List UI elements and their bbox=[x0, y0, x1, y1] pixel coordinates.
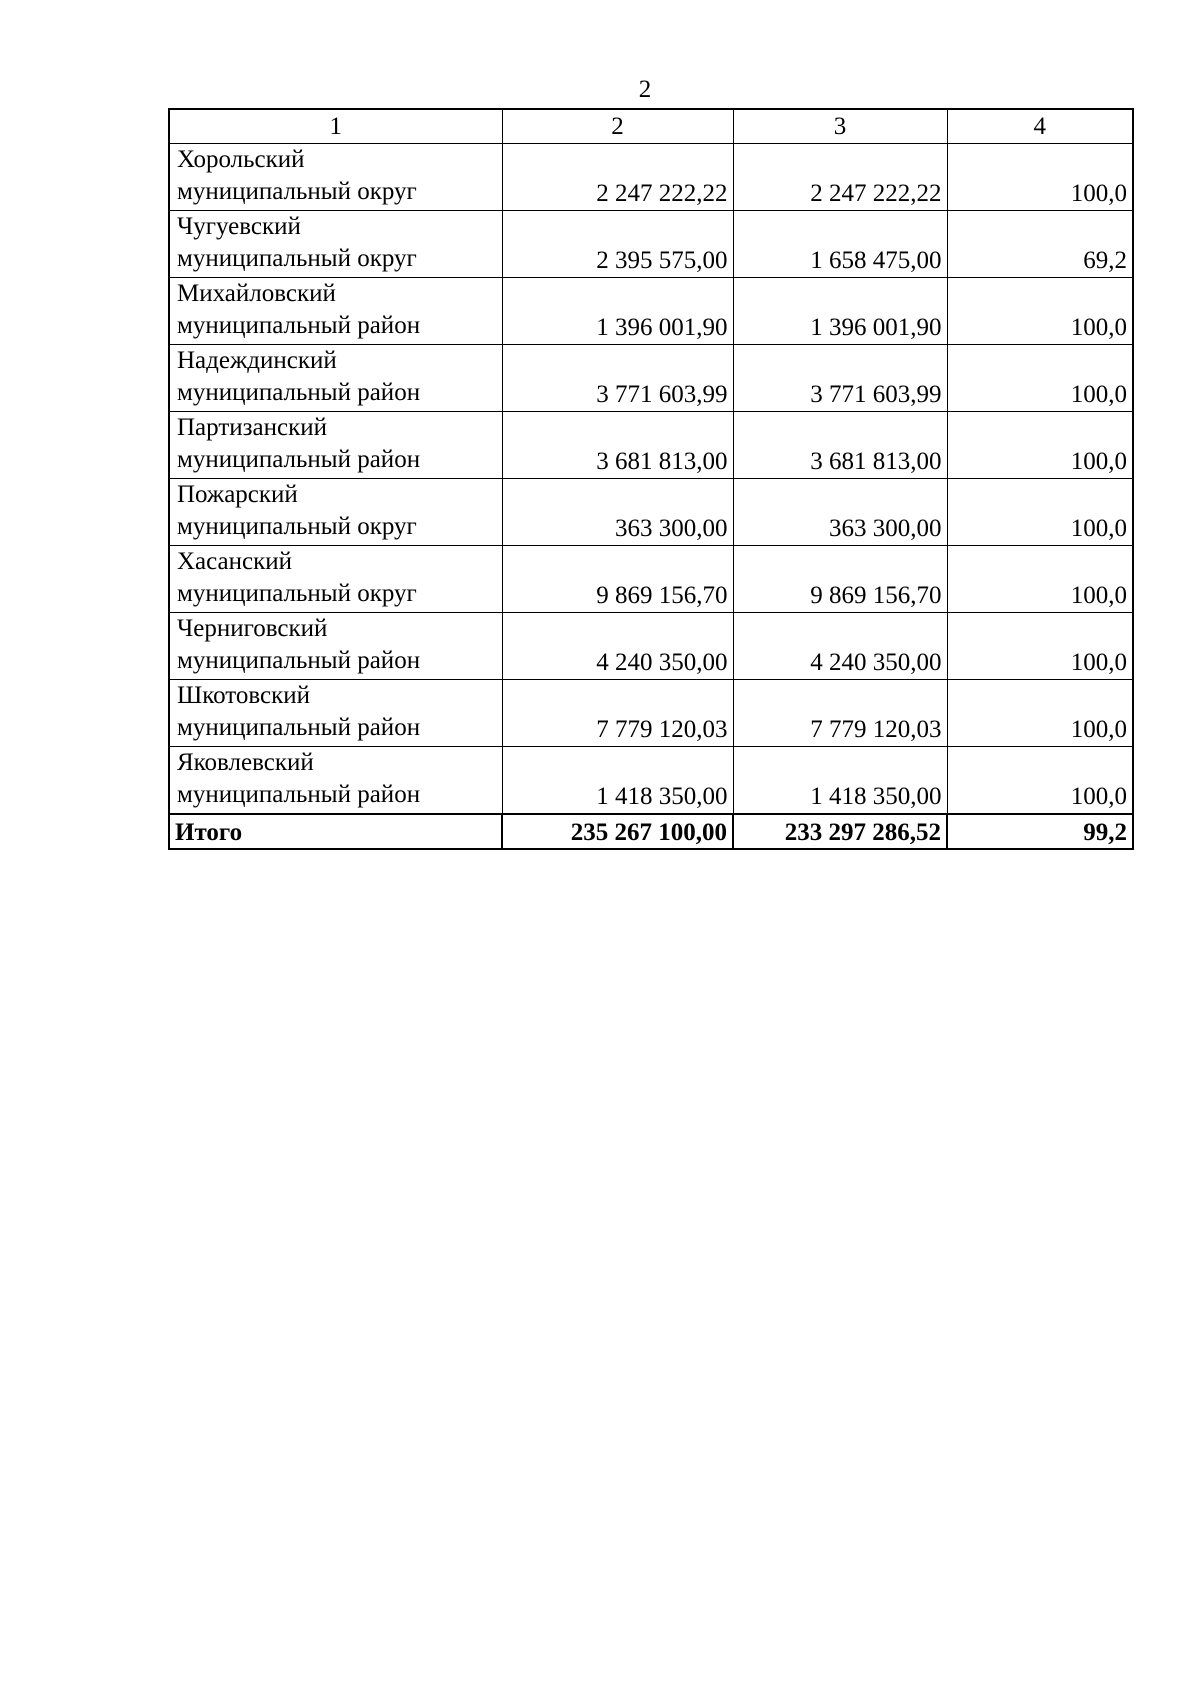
planned-amount-cell: 2 247 222,22 bbox=[502, 144, 733, 211]
municipality-type: муниципальный район bbox=[177, 312, 421, 339]
table-row bbox=[169, 747, 1133, 815]
table-total-row bbox=[169, 814, 1133, 849]
table-row bbox=[169, 479, 1133, 546]
percent-cell: 100,0 bbox=[947, 144, 1133, 211]
municipality-name: Михайловский bbox=[177, 280, 336, 307]
actual-amount-cell: 1 658 475,00 bbox=[733, 211, 947, 278]
column-header-3: 3 bbox=[733, 109, 947, 144]
table-row bbox=[169, 546, 1133, 613]
table-header-row bbox=[169, 109, 1133, 144]
actual-amount-cell: 9 869 156,70 bbox=[733, 546, 947, 613]
municipality-name-cell bbox=[169, 412, 502, 479]
table-row bbox=[169, 680, 1133, 747]
total-planned-amount: 235 267 100,00 bbox=[502, 814, 733, 849]
municipality-type: муниципальный округ bbox=[177, 513, 417, 540]
actual-amount-cell: 4 240 350,00 bbox=[733, 613, 947, 680]
total-label: Итого bbox=[169, 814, 502, 849]
municipality-name-cell bbox=[169, 747, 502, 815]
municipality-name: Чугуевский bbox=[177, 213, 301, 240]
municipality-type: муниципальный район bbox=[177, 647, 421, 674]
percent-cell: 100,0 bbox=[947, 345, 1133, 412]
municipality-type: муниципальный район bbox=[177, 714, 421, 741]
table-row bbox=[169, 278, 1133, 345]
table-row bbox=[169, 412, 1133, 479]
municipality-name: Черниговский bbox=[177, 615, 328, 642]
municipality-name: Хорольский bbox=[177, 146, 305, 173]
municipality-type: муниципальный округ bbox=[177, 178, 417, 205]
planned-amount-cell: 3 681 813,00 bbox=[502, 412, 733, 479]
actual-amount-cell: 1 418 350,00 bbox=[733, 747, 947, 815]
municipality-type: муниципальный округ bbox=[177, 245, 417, 272]
table-row bbox=[169, 211, 1133, 278]
allocation-table bbox=[168, 108, 1134, 850]
planned-amount-cell: 363 300,00 bbox=[502, 479, 733, 546]
column-header-1: 1 bbox=[169, 109, 502, 144]
planned-amount-cell: 1 418 350,00 bbox=[502, 747, 733, 815]
municipality-name-cell bbox=[169, 144, 502, 211]
actual-amount-cell: 2 247 222,22 bbox=[733, 144, 947, 211]
municipality-name-cell bbox=[169, 211, 502, 278]
municipality-type: муниципальный округ bbox=[177, 580, 417, 607]
percent-cell: 100,0 bbox=[947, 479, 1133, 546]
municipality-name: Яковлевский bbox=[177, 749, 314, 776]
table-row bbox=[169, 345, 1133, 412]
percent-cell: 100,0 bbox=[947, 747, 1133, 815]
municipality-name-cell bbox=[169, 479, 502, 546]
municipality-name: Пожарский bbox=[177, 481, 298, 508]
actual-amount-cell: 3 771 603,99 bbox=[733, 345, 947, 412]
actual-amount-cell: 7 779 120,03 bbox=[733, 680, 947, 747]
actual-amount-cell: 363 300,00 bbox=[733, 479, 947, 546]
municipality-name: Шкотовский bbox=[177, 682, 311, 709]
planned-amount-cell: 9 869 156,70 bbox=[502, 546, 733, 613]
municipality-name-cell bbox=[169, 278, 502, 345]
total-actual-amount: 233 297 286,52 bbox=[733, 814, 947, 849]
table-row bbox=[169, 613, 1133, 680]
municipality-name: Партизанский bbox=[177, 414, 327, 441]
planned-amount-cell: 2 395 575,00 bbox=[502, 211, 733, 278]
actual-amount-cell: 1 396 001,90 bbox=[733, 278, 947, 345]
percent-cell: 69,2 bbox=[947, 211, 1133, 278]
municipality-name-cell bbox=[169, 345, 502, 412]
column-header-2: 2 bbox=[502, 109, 733, 144]
percent-cell: 100,0 bbox=[947, 546, 1133, 613]
municipality-name-cell bbox=[169, 546, 502, 613]
percent-cell: 100,0 bbox=[947, 613, 1133, 680]
percent-cell: 100,0 bbox=[947, 278, 1133, 345]
planned-amount-cell: 3 771 603,99 bbox=[502, 345, 733, 412]
municipality-name: Хасанский bbox=[177, 548, 293, 575]
municipality-name-cell bbox=[169, 613, 502, 680]
municipality-type: муниципальный район bbox=[177, 446, 421, 473]
percent-cell: 100,0 bbox=[947, 680, 1133, 747]
table-row bbox=[169, 144, 1133, 211]
planned-amount-cell: 1 396 001,90 bbox=[502, 278, 733, 345]
percent-cell: 100,0 bbox=[947, 412, 1133, 479]
planned-amount-cell: 4 240 350,00 bbox=[502, 613, 733, 680]
page-number: 2 bbox=[638, 76, 652, 103]
planned-amount-cell: 7 779 120,03 bbox=[502, 680, 733, 747]
municipality-name: Надеждинский bbox=[177, 347, 337, 374]
municipality-type: муниципальный район bbox=[177, 379, 421, 406]
actual-amount-cell: 3 681 813,00 bbox=[733, 412, 947, 479]
column-header-4: 4 bbox=[947, 109, 1133, 144]
municipality-name-cell bbox=[169, 680, 502, 747]
municipality-type: муниципальный район bbox=[177, 781, 421, 808]
total-percent: 99,2 bbox=[947, 814, 1133, 849]
